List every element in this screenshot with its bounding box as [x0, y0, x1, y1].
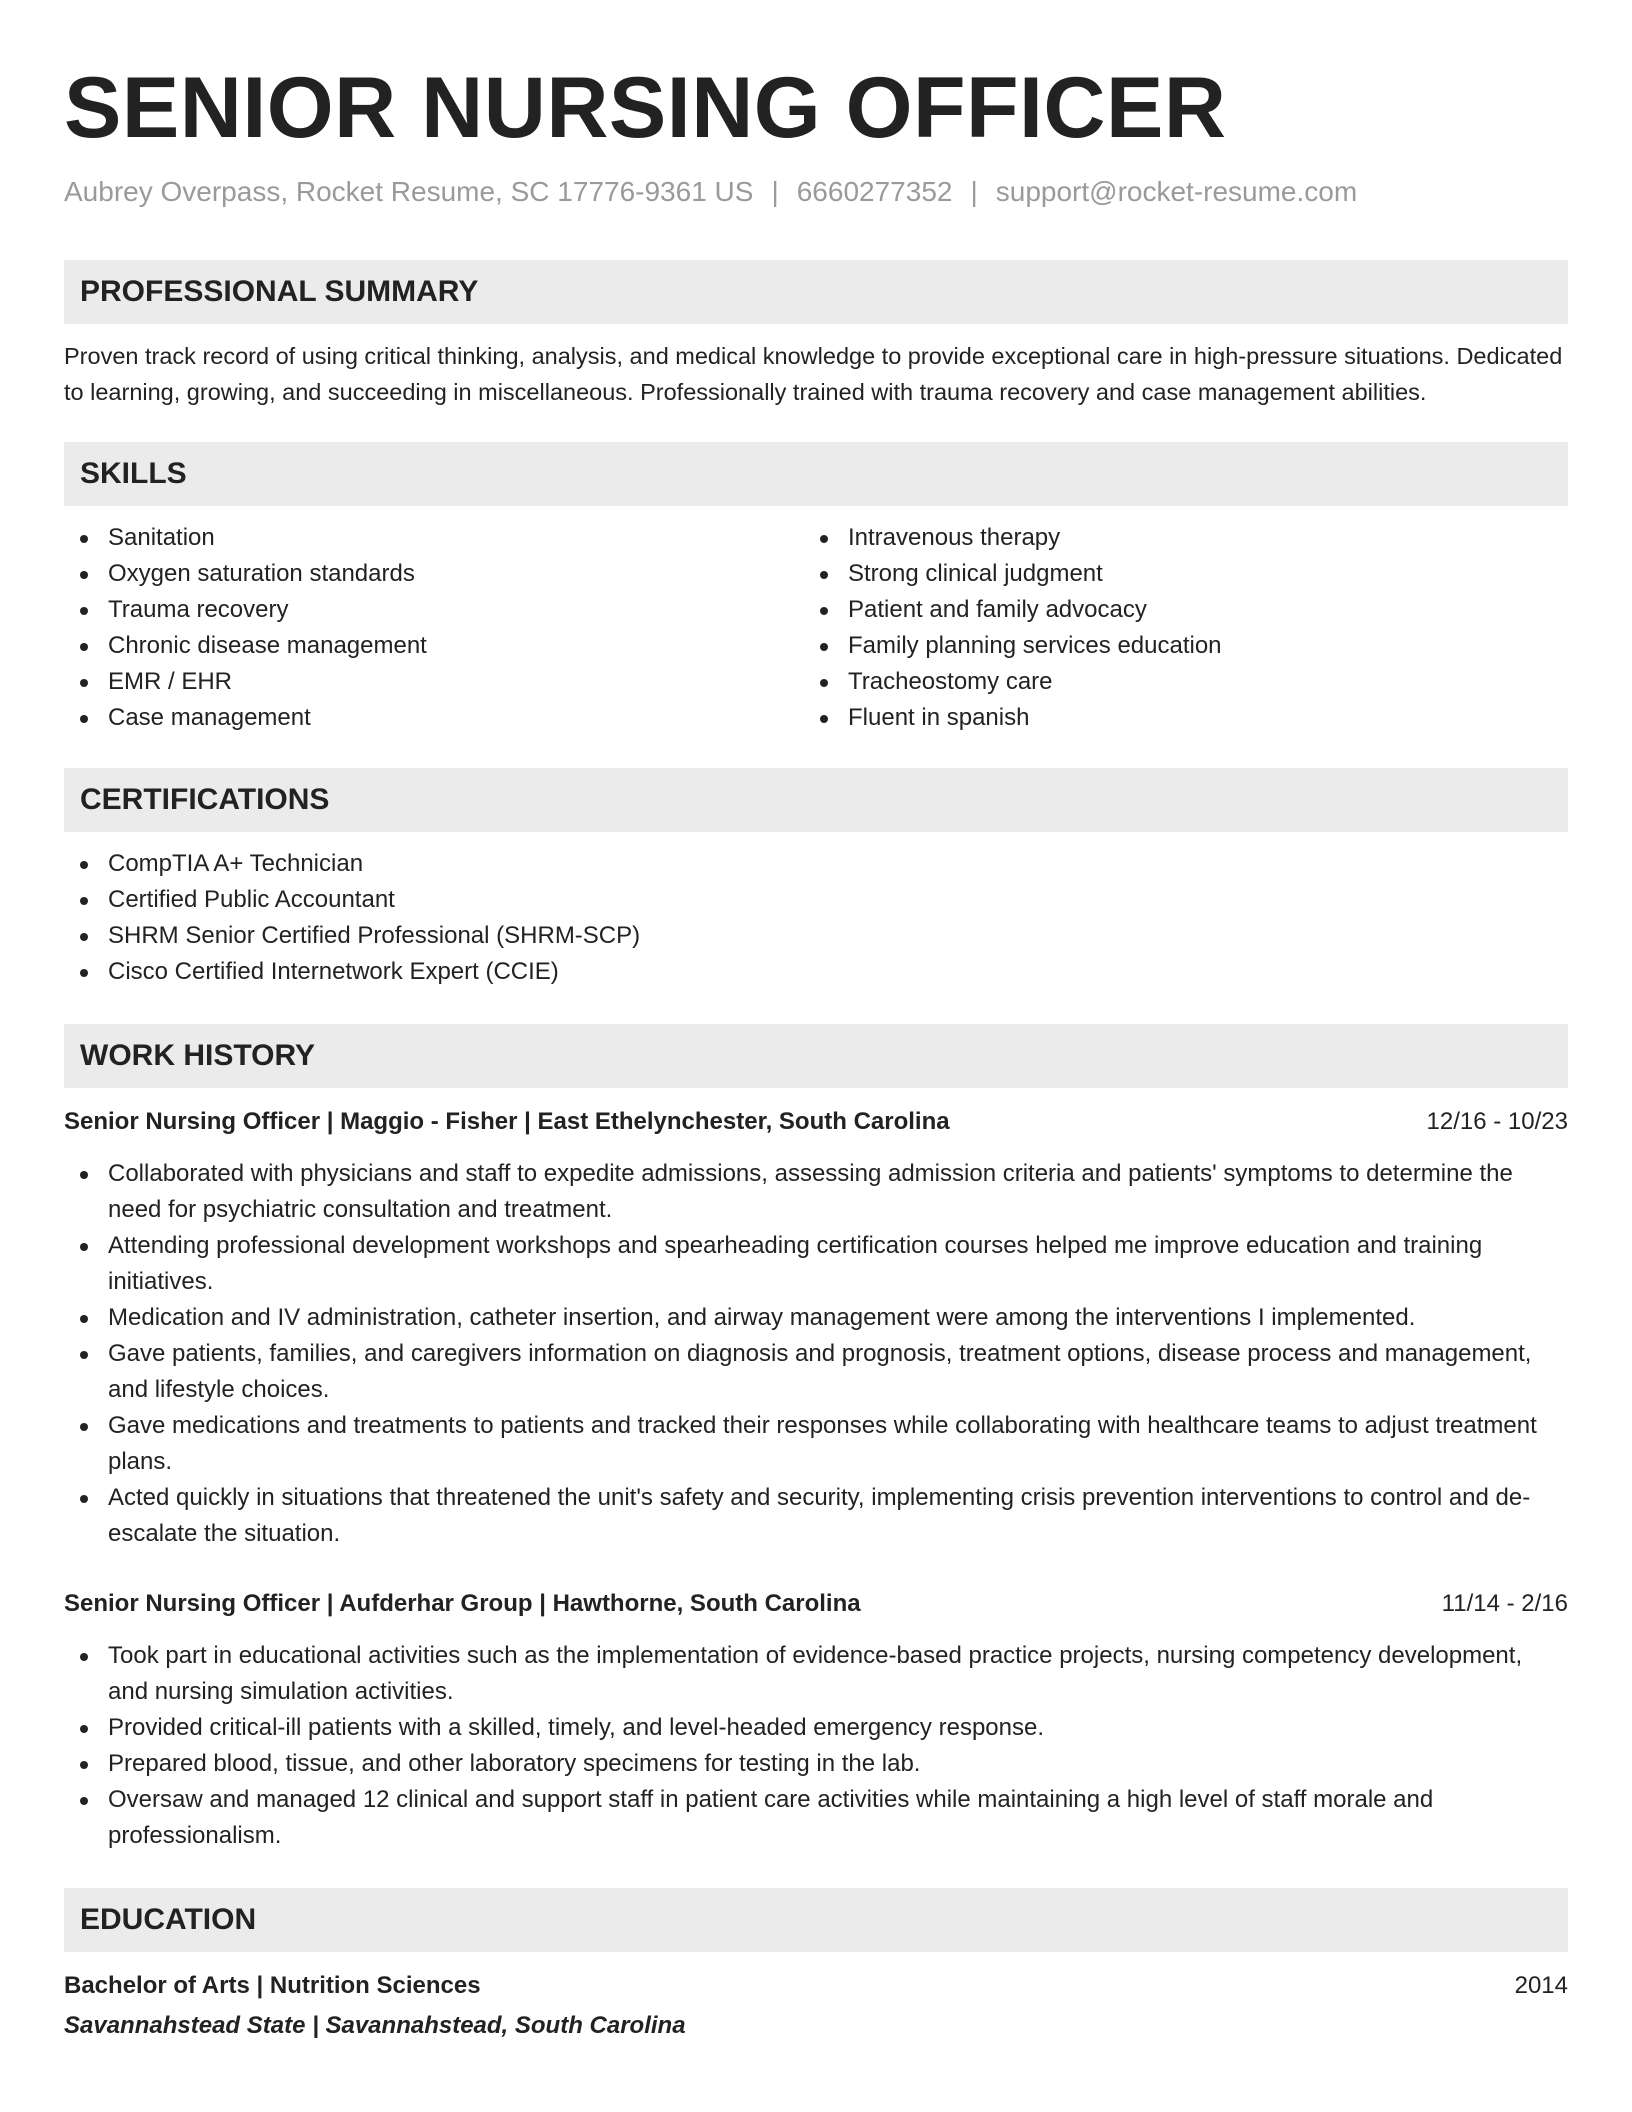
skills-heading: SKILLS	[64, 442, 1568, 506]
education-row	[64, 1968, 1568, 2004]
skill-item: Strong clinical judgment	[804, 556, 1544, 592]
skill-item: Tracheostomy care	[804, 664, 1544, 700]
job-bullet: Attending professional development workshops and spearheading certification courses helped me improve education and training initiatives.	[64, 1228, 1568, 1300]
skills-section	[64, 442, 1568, 736]
certification-item: Cisco Certified Internetwork Expert (CCIE)	[64, 954, 1568, 990]
education-heading: EDUCATION	[64, 1888, 1568, 1952]
job-entry	[64, 1586, 1568, 1854]
skill-item: Family planning services education	[804, 628, 1544, 664]
skill-item: Patient and family advocacy	[804, 592, 1544, 628]
skill-item: Case management	[64, 700, 804, 736]
education-degree: Bachelor of Arts | Nutrition Sciences	[64, 1972, 481, 1999]
job-bullet: Medication and IV administration, catheter insertion, and airway management were among the interventions I implemented.	[64, 1300, 1568, 1336]
job-bullet: Collaborated with physicians and staff to expedite admissions, assessing admission criteria and patients' symptoms to determine the need for psychiatric consultation and treatment.	[64, 1156, 1568, 1228]
skills-list-left	[64, 520, 804, 736]
education-year: 2014	[1514, 1972, 1568, 1999]
skills-columns	[64, 520, 1568, 736]
certification-item: SHRM Senior Certified Professional (SHRM-SCP)	[64, 918, 1568, 954]
education-section	[64, 1888, 1568, 2044]
job-dates: 11/14 - 2/16	[1441, 1590, 1568, 1617]
job-bullet: Provided critical-ill patients with a skilled, timely, and level-headed emergency response.	[64, 1710, 1568, 1746]
certification-item: CompTIA A+ Technician	[64, 846, 1568, 882]
certifications-section	[64, 768, 1568, 990]
job-header	[64, 1104, 1568, 1140]
job-bullet: Gave patients, families, and caregivers information on diagnosis and prognosis, treatment options, disease process and management, and lifestyle choices.	[64, 1336, 1568, 1408]
skill-item: Trauma recovery	[64, 592, 804, 628]
job-bullets	[64, 1156, 1568, 1552]
resume-name-title: SENIOR NURSING OFFICER	[64, 60, 1227, 156]
certifications-heading: CERTIFICATIONS	[64, 768, 1568, 832]
education-school: Savannahstead State | Savannahstead, South Carolina	[64, 2012, 686, 2039]
skills-list-right	[804, 520, 1544, 736]
skill-item: Chronic disease management	[64, 628, 804, 664]
summary-heading: PROFESSIONAL SUMMARY	[64, 260, 1568, 324]
contact-email: support@rocket-resume.com	[995, 176, 1358, 207]
contact-separator: |	[771, 176, 779, 207]
job-bullet: Prepared blood, tissue, and other laboratory specimens for testing in the lab.	[64, 1746, 1568, 1782]
contact-separator: |	[970, 176, 978, 207]
job-bullet: Took part in educational activities such as the implementation of evidence-based practice projects, nursing competency development, and nursing simulation activities.	[64, 1638, 1568, 1710]
summary-section	[64, 260, 1568, 410]
skill-item: Sanitation	[64, 520, 804, 556]
contact-address: Aubrey Overpass, Rocket Resume, SC 17776-9361 US	[64, 176, 754, 207]
contact-phone: 6660277352	[796, 176, 953, 207]
job-dates: 12/16 - 10/23	[1426, 1108, 1568, 1135]
job-bullet: Oversaw and managed 12 clinical and support staff in patient care activities while maintaining a high level of staff morale and professionalism.	[64, 1782, 1568, 1854]
certifications-list	[64, 846, 1568, 990]
contact-line	[64, 174, 1568, 210]
skill-item: Intravenous therapy	[804, 520, 1544, 556]
work-history-heading: WORK HISTORY	[64, 1024, 1568, 1088]
job-bullet: Gave medications and treatments to patients and tracked their responses while collaborating with healthcare teams to adjust treatment plans.	[64, 1408, 1568, 1480]
certification-item: Certified Public Accountant	[64, 882, 1568, 918]
skill-item: Fluent in spanish	[804, 700, 1544, 736]
skill-item: Oxygen saturation standards	[64, 556, 804, 592]
job-entry	[64, 1104, 1568, 1552]
job-title: Senior Nursing Officer | Aufderhar Group | Hawthorne, South Carolina	[64, 1590, 861, 1617]
summary-text: Proven track record of using critical thinking, analysis, and medical knowledge to provide exceptional care in high-pressure situations. Dedicated to learning, growing, and succeeding in miscellaneous. Professionally trained with trauma recovery and case management abilities.	[64, 343, 1563, 405]
job-bullet: Acted quickly in situations that threatened the unit's safety and security, implementing crisis prevention interventions to control and de-escalate the situation.	[64, 1480, 1568, 1552]
job-title: Senior Nursing Officer | Maggio - Fisher | East Ethelynchester, South Carolina	[64, 1108, 950, 1135]
skill-item: EMR / EHR	[64, 664, 804, 700]
job-bullets	[64, 1638, 1568, 1854]
job-header	[64, 1586, 1568, 1622]
work-history-section	[64, 1024, 1568, 1854]
